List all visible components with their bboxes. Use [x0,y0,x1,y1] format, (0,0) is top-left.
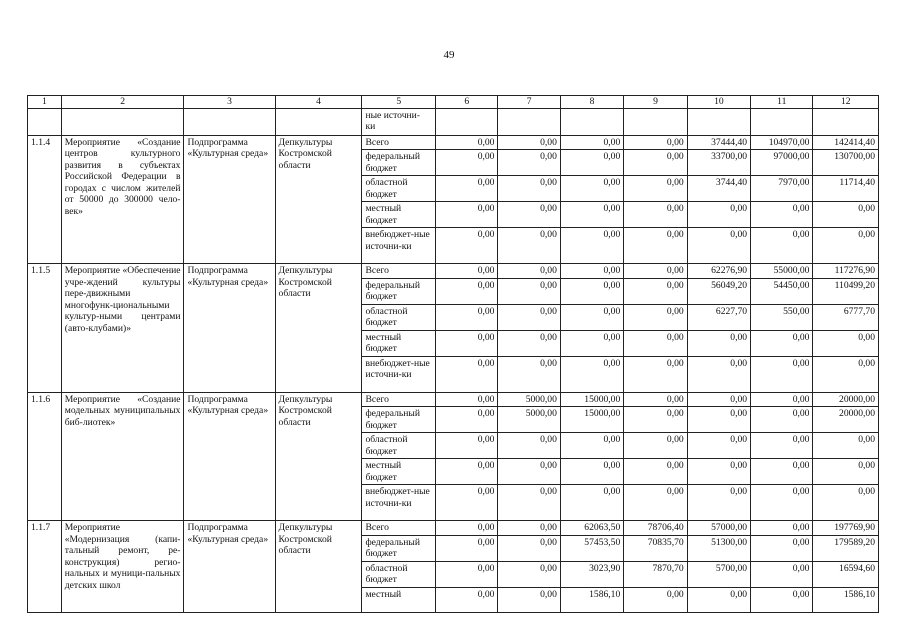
budget-table [27,95,879,613]
value-cell: 20000,00 [813,392,879,407]
value-cell: 0,00 [498,433,560,459]
value-cell: 1586,10 [560,587,623,612]
column-header: 5 [362,96,436,109]
value-cell: 0,00 [560,304,623,330]
funding-source-cell: областной бюджет [362,176,436,202]
value-cell: 0,00 [498,176,560,202]
value-cell: 0,00 [498,485,560,521]
value-cell: 550,00 [751,304,813,330]
value-cell: 104970,00 [751,135,813,150]
value-cell [560,108,623,135]
funding-source-cell: федеральный бюджет [362,535,436,561]
column-header: 11 [751,96,813,109]
value-cell: 0,00 [687,202,750,228]
item-code-cell: 1.1.4 [28,135,62,264]
column-header: 10 [687,96,750,109]
funding-source-cell: областной бюджет [362,304,436,330]
value-cell: 0,00 [751,407,813,433]
column-header: 1 [28,96,62,109]
value-cell: 0,00 [624,278,687,304]
value-cell: 0,00 [560,228,623,264]
value-cell: 0,00 [498,330,560,356]
funding-source-cell: федеральный бюджет [362,150,436,176]
executor-cell: Депкультуры Костромской области [275,135,362,264]
value-cell: 20000,00 [813,407,879,433]
value-cell: 5700,00 [687,561,750,587]
value-cell: 0,00 [436,264,498,279]
value-cell: 0,00 [687,392,750,407]
value-cell: 0,00 [498,535,560,561]
value-cell: 0,00 [436,587,498,612]
value-cell: 0,00 [498,459,560,485]
empty-cell [184,108,275,135]
item-code-cell: 1.1.6 [28,392,62,521]
value-cell: 0,00 [624,176,687,202]
column-header: 4 [275,96,362,109]
program-cell: Подпрограмма «Культурная среда» [184,392,275,521]
value-cell: 0,00 [813,485,879,521]
value-cell: 54450,00 [751,278,813,304]
value-cell: 37444,40 [687,135,750,150]
value-cell: 0,00 [687,485,750,521]
funding-source-cell: внебюджет-ные источни-ки [362,356,436,392]
value-cell: 130700,00 [813,150,879,176]
value-cell [813,108,879,135]
value-cell: 0,00 [813,459,879,485]
value-cell: 0,00 [624,304,687,330]
value-cell: 97000,00 [751,150,813,176]
table-body [28,96,879,613]
column-header: 3 [184,96,275,109]
value-cell: 15000,00 [560,407,623,433]
table-row [28,392,879,407]
value-cell: 0,00 [498,278,560,304]
value-cell: 179589,20 [813,535,879,561]
value-cell: 0,00 [498,135,560,150]
table-row [28,521,879,536]
value-cell: 3744,40 [687,176,750,202]
value-cell [687,108,750,135]
value-cell: 0,00 [624,228,687,264]
value-cell [436,108,498,135]
value-cell: 0,00 [687,433,750,459]
table-row [28,135,879,150]
value-cell: 0,00 [560,485,623,521]
value-cell: 33700,00 [687,150,750,176]
value-cell: 0,00 [436,176,498,202]
value-cell: 117276,90 [813,264,879,279]
funding-source-cell: областной бюджет [362,561,436,587]
column-header: 12 [813,96,879,109]
value-cell [624,108,687,135]
funding-source-cell: Всего [362,392,436,407]
item-code-cell: 1.1.5 [28,264,62,393]
value-cell: 0,00 [436,202,498,228]
empty-cell [28,108,62,135]
value-cell: 57453,50 [560,535,623,561]
value-cell: 0,00 [436,407,498,433]
page-number: 49 [443,49,455,61]
value-cell: 0,00 [498,228,560,264]
value-cell: 0,00 [687,459,750,485]
value-cell: 0,00 [560,278,623,304]
activity-cell: Мероприятие «Создание центров культурного развития в субъектах Российской Федерации в городах с числом жителей от 50000 до 300000 чело-век» [61,135,184,264]
value-cell: 62276,90 [687,264,750,279]
value-cell: 15000,00 [560,392,623,407]
value-cell: 0,00 [751,521,813,536]
value-cell: 5000,00 [498,392,560,407]
value-cell: 0,00 [560,202,623,228]
value-cell: 6777,70 [813,304,879,330]
value-cell: 0,00 [751,459,813,485]
value-cell: 110499,20 [813,278,879,304]
value-cell: 6227,70 [687,304,750,330]
executor-cell: Депкультуры Костромской области [275,392,362,521]
value-cell: 0,00 [498,202,560,228]
column-header: 2 [61,96,184,109]
value-cell: 16594,60 [813,561,879,587]
column-header: 9 [624,96,687,109]
funding-source-cell: ные источни- ки [362,108,436,135]
table-row [28,108,879,135]
column-header: 7 [498,96,560,109]
value-cell: 0,00 [436,228,498,264]
value-cell: 0,00 [751,535,813,561]
funding-source-cell: Всего [362,264,436,279]
value-cell: 0,00 [560,330,623,356]
value-cell: 3023,90 [560,561,623,587]
value-cell: 1586,10 [813,587,879,612]
value-cell: 70835,70 [624,535,687,561]
value-cell: 0,00 [624,433,687,459]
funding-source-cell: местный бюджет [362,459,436,485]
value-cell: 0,00 [498,561,560,587]
value-cell: 55000,00 [751,264,813,279]
funding-source-cell: областной бюджет [362,433,436,459]
value-cell [498,108,560,135]
funding-source-cell: Всего [362,135,436,150]
value-cell: 0,00 [436,433,498,459]
value-cell: 0,00 [751,561,813,587]
funding-source-cell: федеральный бюджет [362,278,436,304]
value-cell: 0,00 [436,485,498,521]
value-cell: 0,00 [498,150,560,176]
value-cell: 0,00 [498,356,560,392]
funding-source-cell: федеральный бюджет [362,407,436,433]
value-cell: 57000,00 [687,521,750,536]
executor-cell: Депкультуры Костромской области [275,521,362,613]
column-header: 8 [560,96,623,109]
value-cell: 0,00 [813,228,879,264]
item-code-cell: 1.1.7 [28,521,62,613]
value-cell: 0,00 [687,228,750,264]
value-cell: 0,00 [624,264,687,279]
value-cell: 0,00 [560,433,623,459]
value-cell: 0,00 [624,587,687,612]
empty-cell [275,108,362,135]
value-cell: 0,00 [813,433,879,459]
value-cell: 0,00 [687,356,750,392]
value-cell: 0,00 [751,433,813,459]
activity-cell: Мероприятие «Модернизация (капи-тальный ремонт, ре-конструкция) регио-нальных и муници-пальных детских школ [61,521,184,613]
value-cell: 0,00 [751,587,813,612]
value-cell: 0,00 [498,587,560,612]
value-cell: 0,00 [560,459,623,485]
value-cell: 0,00 [560,150,623,176]
value-cell: 0,00 [624,135,687,150]
value-cell: 142414,40 [813,135,879,150]
value-cell: 0,00 [624,459,687,485]
table-row [28,264,879,279]
value-cell: 0,00 [751,202,813,228]
value-cell: 0,00 [498,304,560,330]
value-cell: 0,00 [624,150,687,176]
value-cell: 0,00 [624,202,687,228]
value-cell: 0,00 [751,330,813,356]
program-cell: Подпрограмма «Культурная среда» [184,521,275,613]
value-cell: 0,00 [436,392,498,407]
value-cell: 51300,00 [687,535,750,561]
value-cell: 78706,40 [624,521,687,536]
funding-source-cell: местный бюджет [362,330,436,356]
value-cell: 0,00 [624,356,687,392]
funding-source-cell: внебюджет-ные источни-ки [362,228,436,264]
value-cell: 0,00 [560,356,623,392]
funding-source-cell: местный [362,587,436,612]
value-cell: 0,00 [436,304,498,330]
value-cell: 0,00 [560,135,623,150]
value-cell: 0,00 [813,202,879,228]
value-cell: 7870,70 [624,561,687,587]
value-cell: 0,00 [560,264,623,279]
value-cell: 56049,20 [687,278,750,304]
value-cell: 0,00 [751,485,813,521]
value-cell: 0,00 [624,485,687,521]
value-cell: 11714,40 [813,176,879,202]
value-cell: 5000,00 [498,407,560,433]
value-cell: 0,00 [751,392,813,407]
value-cell: 0,00 [624,392,687,407]
value-cell: 0,00 [560,176,623,202]
value-cell: 0,00 [436,459,498,485]
funding-source-cell: местный бюджет [362,202,436,228]
value-cell: 0,00 [436,535,498,561]
funding-source-cell: внебюджет-ные источни-ки [362,485,436,521]
value-cell: 0,00 [687,587,750,612]
value-cell: 62063,50 [560,521,623,536]
value-cell [751,108,813,135]
value-cell: 0,00 [436,150,498,176]
funding-source-cell: Всего [362,521,436,536]
activity-cell: Мероприятие «Создание модельных муниципальных биб-лиотек» [61,392,184,521]
value-cell: 0,00 [624,330,687,356]
program-cell: Подпрограмма «Культурная среда» [184,264,275,393]
column-header: 6 [436,96,498,109]
value-cell: 0,00 [751,228,813,264]
value-cell: 0,00 [813,330,879,356]
value-cell: 0,00 [436,278,498,304]
value-cell: 0,00 [624,407,687,433]
value-cell: 0,00 [687,330,750,356]
value-cell: 7970,00 [751,176,813,202]
value-cell: 0,00 [436,561,498,587]
value-cell: 0,00 [498,264,560,279]
value-cell: 0,00 [687,407,750,433]
value-cell: 0,00 [498,521,560,536]
empty-cell [61,108,184,135]
value-cell: 0,00 [813,356,879,392]
header-row [28,96,879,109]
value-cell: 0,00 [751,356,813,392]
value-cell: 0,00 [436,521,498,536]
executor-cell: Депкультуры Костромской области [275,264,362,393]
value-cell: 197769,90 [813,521,879,536]
program-cell: Подпрограмма «Культурная среда» [184,135,275,264]
value-cell: 0,00 [436,330,498,356]
value-cell: 0,00 [436,356,498,392]
value-cell: 0,00 [436,135,498,150]
activity-cell: Мероприятие «Обеспечение учре-ждений культуры пере-движными многофунк-циональными культур-ными центрами (авто-клубами)» [61,264,184,393]
